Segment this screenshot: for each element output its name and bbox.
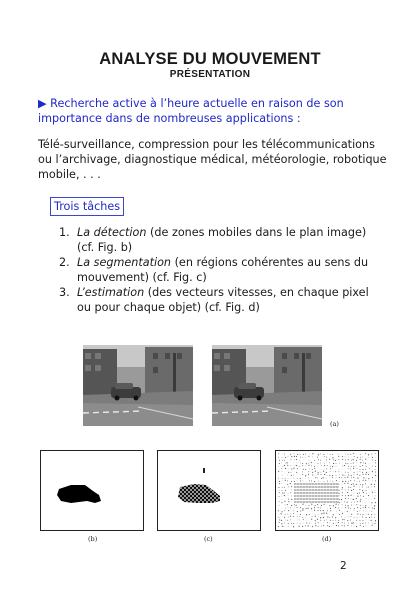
page-subtitle: PRÉSENTATION xyxy=(169,69,251,80)
velocity-field-image xyxy=(276,451,378,530)
task-description: (des vecteurs vitesses, en chaque pixel ou pour chaque objet) (cf. Fig. d) xyxy=(77,286,369,314)
street-frame-2 xyxy=(212,345,322,426)
task-term: La segmentation xyxy=(77,256,172,269)
page-number: 2 xyxy=(340,560,347,572)
figure-caption-b: (b) xyxy=(88,535,98,543)
task-term: L’estimation xyxy=(77,286,145,299)
triangle-bullet-icon: ▶ xyxy=(38,97,47,110)
task-item xyxy=(55,225,385,255)
task-term: La détection xyxy=(77,226,147,239)
task-item xyxy=(55,255,385,285)
task-description: (de zones mobiles dans le plan image) (cf. Fig. b) xyxy=(77,226,367,254)
street-scene-image xyxy=(212,345,322,426)
tasks-heading: Trois tâches xyxy=(50,197,124,216)
task-number: 3. xyxy=(59,286,70,299)
figure-segmentation xyxy=(157,450,261,531)
segmentation-image xyxy=(158,451,260,530)
figure-caption-c: (c) xyxy=(204,535,213,543)
applications-paragraph: Télé-surveillance, compression pour les télécommunications ou l’archivage, diagnostique médical, météorologie, robotique mobile, . . . xyxy=(38,138,387,181)
figure-caption-d: (d) xyxy=(322,535,332,543)
figure-estimation xyxy=(275,450,379,531)
detection-mask-image xyxy=(41,451,143,530)
task-number: 1. xyxy=(59,226,70,239)
task-description: (en régions cohérentes au sens du mouvement) (cf. Fig. c) xyxy=(77,256,369,284)
tasks-list xyxy=(55,225,385,315)
intro-text: Recherche active à l’heure actuelle en raison de son importance dans de nombreuses applications : xyxy=(38,97,344,125)
task-number: 2. xyxy=(59,256,70,269)
page-title: ANALYSE DU MOUVEMENT xyxy=(99,50,321,68)
figure-detection xyxy=(40,450,144,531)
task-item xyxy=(55,285,385,315)
figure-caption-a: (a) xyxy=(330,420,339,428)
intro-statement xyxy=(38,96,388,126)
street-frame-1 xyxy=(83,345,193,426)
street-scene-image xyxy=(83,345,193,426)
